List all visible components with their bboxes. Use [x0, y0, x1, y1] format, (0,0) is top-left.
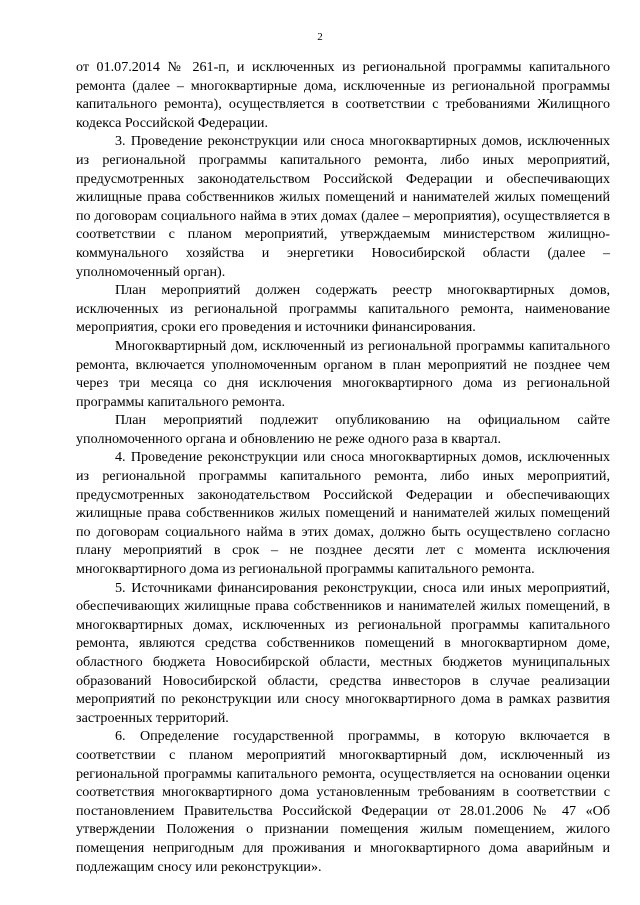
paragraph-item-3: 3. Проведение реконструкции или сноса многоквартирных домов, исключенных из региональной программы капитального ремонта, либо иных мероприятий, предусмотренных законодательством Российской Федерации и обеспечивающих жилищные права собственников жилых помещений и нанимателей жилых помещений по договорам социального найма в этих домах (далее – мероприятия), осуществляется в соответствии с планом мероприятий, утверждаемым министерством жилищно-коммунального хозяйства и энергетики Новосибирской области (далее – уполномоченный орган). [76, 133, 610, 280]
paragraph-item-5: 5. Источниками финансирования реконструкции, сноса или иных мероприятий, обеспечивающих жилищные права собственников и нанимателей жилых помещений, в многоквартирных домах, исключенных из региональной программы капитального ремонта, являются средства собственников помещений в многоквартирном доме, областного бюджета Новосибирской области, местных бюджетов муниципальных образований Новосибирской области, средства инвесторов в случае реализации мероприятий по реконструкции или сносу многоквартирного дома в рамках развития застроенных территорий. [76, 579, 610, 726]
paragraph-plan-publication: План мероприятий подлежит опубликованию на официальном сайте уполномоченного органа и обновлению не реже одного раза в квартал. [76, 412, 610, 447]
paragraph-item-6: 6. Определение государственной программы, в которую включается в соответствии с планом мероприятий многоквартирный дом, исключенный из региональной программы капитального ремонта, осуществляется на основании оценки соответствия многоквартирного дома установленным требованиям в соответствии с постановлением Правительства Российской Федерации от 28.01.2006 № 47 «Об утверждении Положения о признании помещения жилым помещением, жилого помещения непригодным для проживания и многоквартирного дома аварийным и подлежащим сносу или реконструкции». [76, 728, 610, 875]
page-number: 2 [317, 31, 323, 43]
paragraph-item-4: 4. Проведение реконструкции или сноса многоквартирных домов, исключенных из региональной программы капитального ремонта, либо иных мероприятий, предусмотренных законодательством Российской Федерации и обеспечивающих жилищные права собственников жилых помещений и нанимателей жилых помещений по договорам социального найма в этих домах, должно быть осуществлено согласно плану мероприятий в срок – не позднее десяти лет с момента исключения многоквартирного дома из региональной программы капитального ремонта. [76, 449, 610, 578]
paragraph-plan-contents: План мероприятий должен содержать реестр многоквартирных домов, исключенных из региональной программы капитального ремонта, наименование мероприятия, сроки его проведения и источники финансирования. [76, 282, 610, 336]
paragraph-continuation: от 01.07.2014 № 261-п, и исключенных из региональной программы капитального ремонта (далее – многоквартирные дома, исключенные из региональной программы капитального ремонта), осуществляется в соответствии с требованиями Жилищного кодекса Российской Федерации. [76, 59, 610, 131]
paragraph-plan-inclusion: Многоквартирный дом, исключенный из региональной программы капитального ремонта, включается уполномоченным органом в план мероприятий не позднее чем через три месяца со дня исключения многоквартирного дома из региональной программы капитального ремонта. [76, 337, 610, 410]
document-body [76, 58, 610, 876]
